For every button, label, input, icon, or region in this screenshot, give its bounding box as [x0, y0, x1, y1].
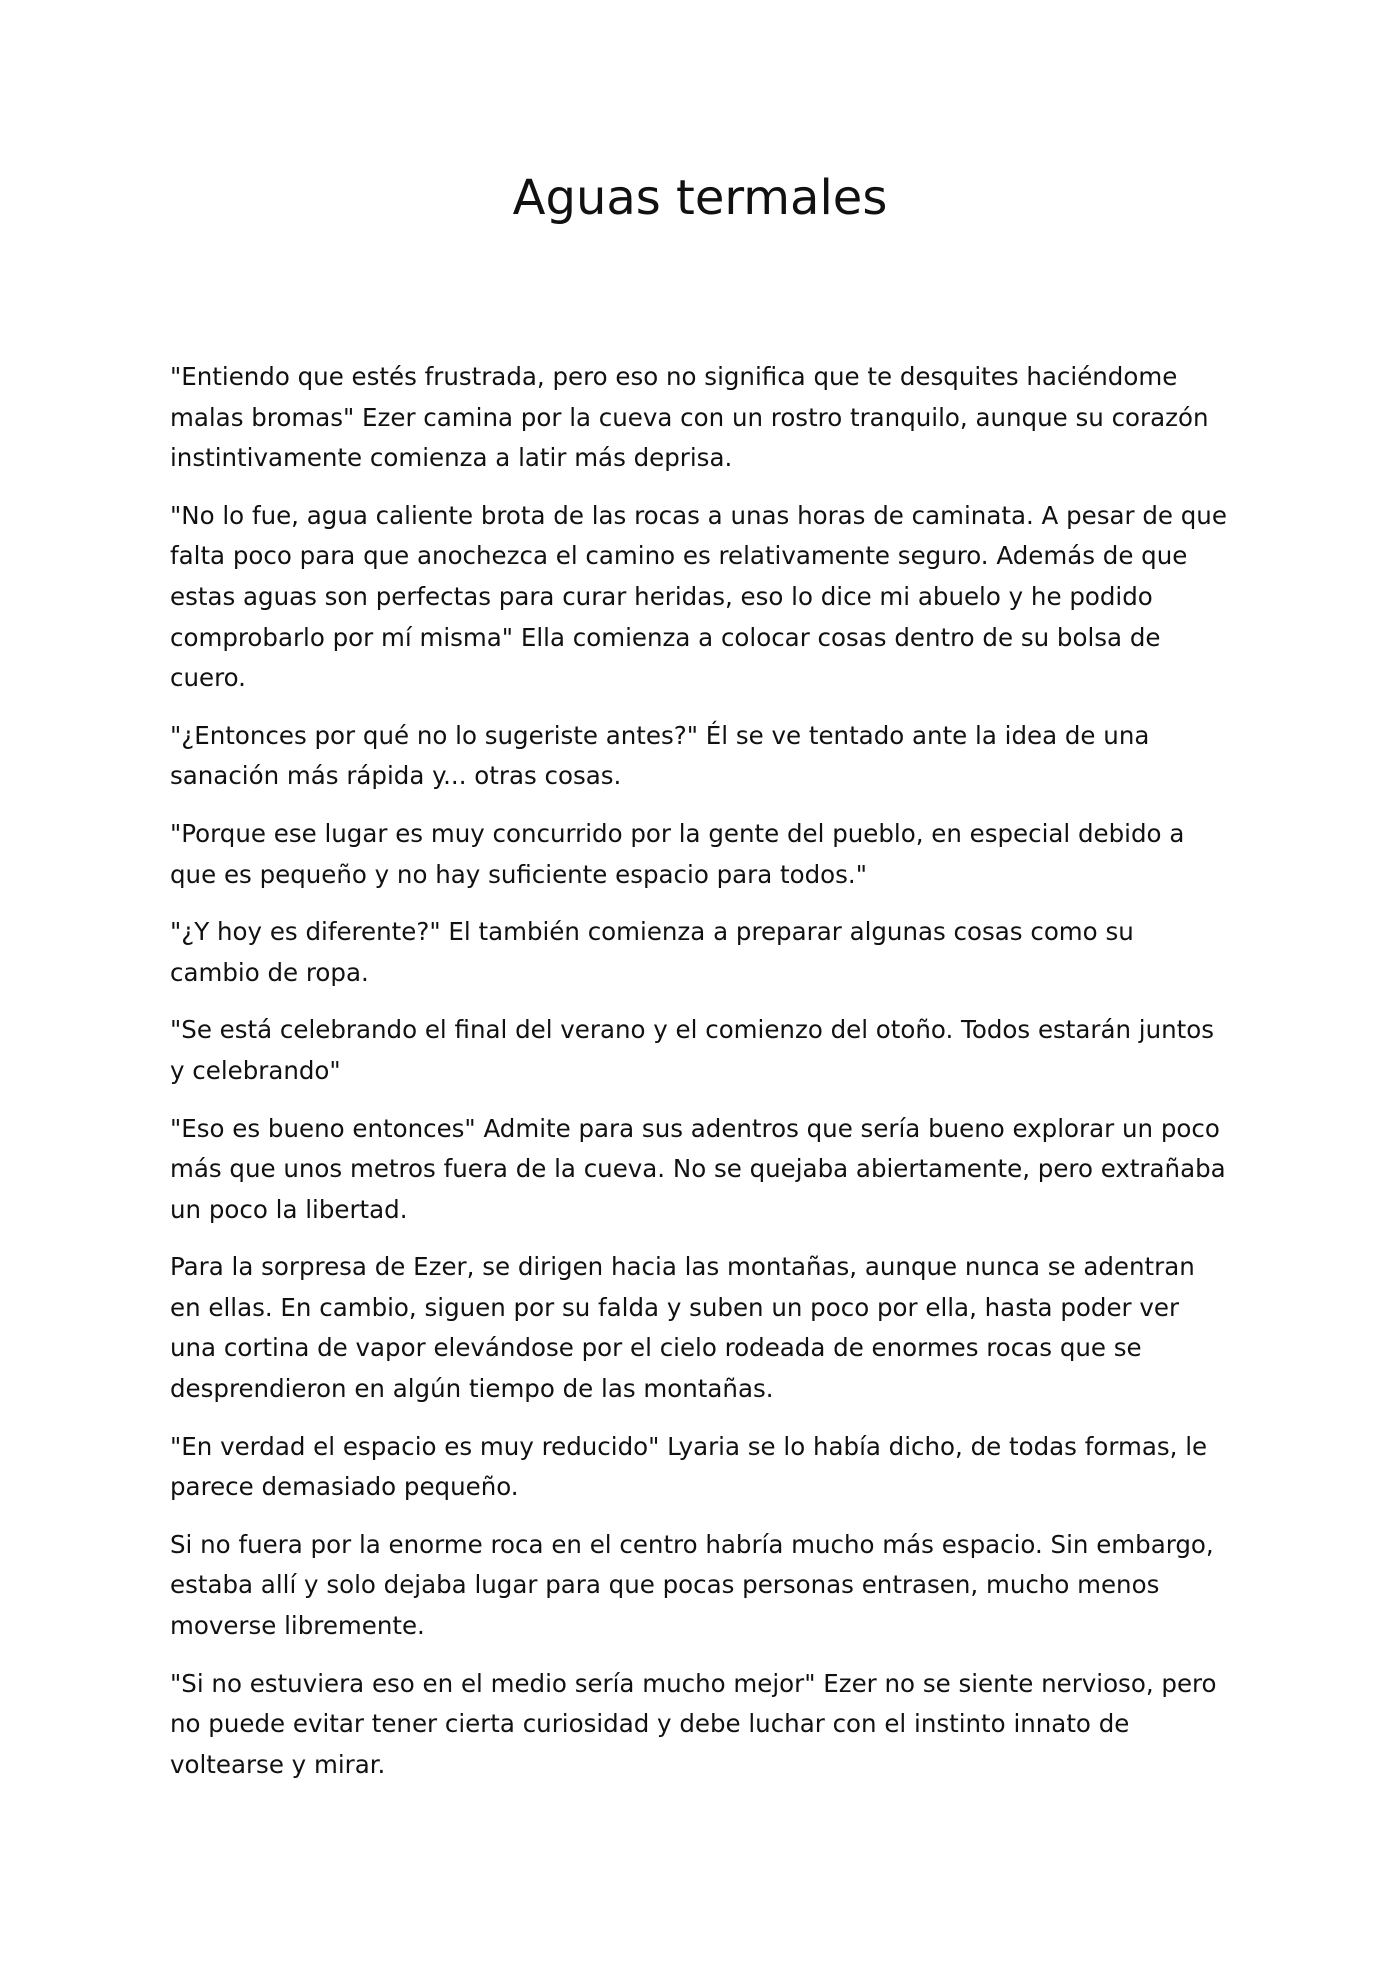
document-title: Aguas termales	[512, 170, 888, 226]
paragraph-10: Si no fuera por la enorme roca en el centro habría mucho más espacio. Sin embargo, estaba allí y solo dejaba lugar para que pocas personas entrasen, mucho menos moverse libremente.	[170, 1529, 1214, 1641]
paragraph-11: "Si no estuviera eso en el medio sería mucho mejor" Ezer no se siente nervioso, pero no puede evitar tener cierta curiosidad y debe luchar con el instinto innato de voltearse y mirar.	[170, 1668, 1217, 1779]
paragraph-4: "Porque ese lugar es muy concurrido por la gente del pueblo, en especial debido a que es pequeño y no hay suficiente espacio para todos."	[170, 818, 1185, 889]
paragraph-2: "No lo fue, agua caliente brota de las rocas a unas horas de caminata. A pesar de que falta poco para que anochezca el camino es relativamente seguro. Además de que estas aguas son perfectas para curar heridas, eso lo dice mi abuelo y he podido comprobarlo por mí misma" Ella comienza a colocar cosas dentro de su bolsa de cuero.	[170, 500, 1227, 693]
paragraph-9: "En verdad el espacio es muy reducido" Lyaria se lo había dicho, de todas formas, le parece demasiado pequeño.	[170, 1431, 1208, 1502]
document-body	[170, 357, 1230, 1802]
paragraph-6: "Se está celebrando el final del verano y el comienzo del otoño. Todos estarán juntos y celebrando"	[170, 1015, 1215, 1085]
paragraph-8: Para la sorpresa de Ezer, se dirigen hacia las montañas, aunque nunca se adentran en ellas. En cambio, siguen por su falda y suben un poco por ella, hasta poder ver una cortina de vapor elevándose por el cielo rodeada de enormes rocas que se desprendieron en algún tiempo de las montañas.	[170, 1252, 1195, 1404]
paragraph-1: "Entiendo que estés frustrada, pero eso no significa que te desquites haciéndome malas bromas" Ezer camina por la cueva con un rostro tranquilo, aunque su corazón instintivamente comienza a latir más deprisa.	[170, 362, 1209, 473]
paragraph-7: "Eso es bueno entonces" Admite para sus adentros que sería bueno explorar un poco más que unos metros fuera de la cueva. No se quejaba abiertamente, pero extrañaba un poco la libertad.	[170, 1113, 1226, 1224]
paragraph-5: "¿Y hoy es diferente?" El también comienza a preparar algunas cosas como su cambio de ropa.	[170, 917, 1134, 987]
paragraph-3: "¿Entonces por qué no lo sugeriste antes?" Él se ve tentado ante la idea de una sanación más rápida y... otras cosas.	[170, 720, 1150, 791]
